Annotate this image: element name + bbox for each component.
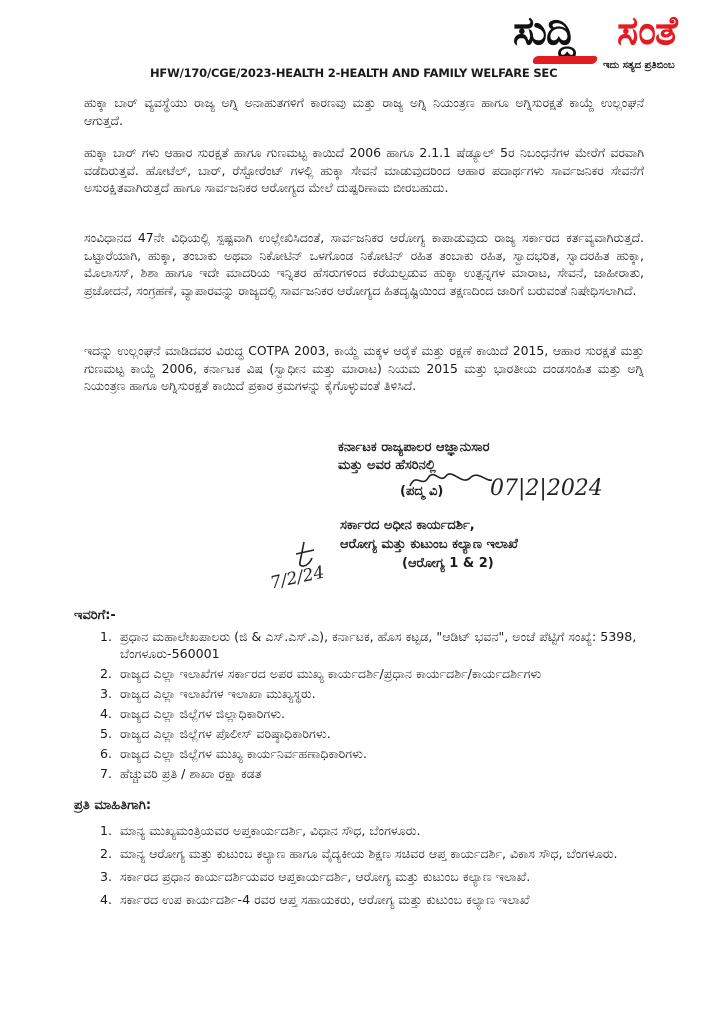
- list-item-number: 2.: [100, 846, 113, 861]
- list-item-text: ರಾಜ್ಯದ ಎಲ್ಲಾ ಜಿಲ್ಲೆಗಳ ಮುಖ್ಯ ಕಾರ್ಯನಿರ್ವಹಣಾಧಿಕಾರಿಗಳು.: [120, 746, 367, 761]
- list-item-text: ಪ್ರಧಾನ ಮಹಾಲೇಖಪಾಲರು (ಜಿ & ಎಸ್.ಎಸ್.ಎ), ಕರ್ನಾಟಕ, ಹೊಸ ಕಟ್ಟಡ, "ಆಡಿಟ್ ಭವನ", ಅಂಚೆ ಪೆಟ್ಟಿಗೆ ಸಂಖ್ಯೆ: 5398, ಬೆಂಗಳೂರು-560001: [120, 629, 637, 661]
- list-item-text: ಮಾನ್ಯ ಮುಖ್ಯಮಂತ್ರಿಯವರ ಅಪ್ತಕಾರ್ಯದರ್ಶಿ, ವಿಧಾನ ಸೌಧ, ಬೆಂಗಳೂರು.: [120, 823, 421, 838]
- body-paragraph-2: ಹುಕ್ಕಾ ಬಾರ್ ಗಳು ಆಹಾರ ಸುರಕ್ಷತೆ ಹಾಗೂ ಗುಣಮಟ್ಟ ಕಾಯಿದೆ 2006 ಹಾಗೂ 2.1.1 ಷೆಡ್ಯೂಲ್ 5ರ ನಿಬಂಧನೆಗಳ ಮೇರೆಗೆ ವರವಾಗಿ ವಡೆದಿರುತ್ತವೆ. ಹೋಟೆಲ್, ಬಾರ್, ರೆಸ್ಟೋರೆಂಟ್ ಗಳಲ್ಲಿ ಹುಕ್ಕಾ ಸೇವನೆ ಮಾಡುವುದರಿಂದ ಆಹಾರ ಪದಾರ್ಥಗಳು ಸಾರ್ವಜನಿಕರ ಸೇವನೆಗೆ ಅಸುರಕ್ಷಿತವಾಗಿರುತ್ತದೆ ಹಾಗೂ ಸಾರ್ವಜನಿಕರ ಆರೋಗ್ಯದ ಮೇಲೆ ದುಷ್ಪರಿಣಾಮ ಬೀರಬಹುದು.: [84, 145, 644, 195]
- list-item-number: 4.: [100, 706, 113, 721]
- document-reference: HFW/170/CGE/2023-HEALTH 2-HEALTH AND FAMILY WELFARE SEC: [150, 66, 558, 80]
- signature-date: 07|2|2024: [490, 476, 603, 501]
- list-item: [100, 628, 640, 662]
- body-paragraph-3: ಸಂವಿಧಾನದ 47ನೇ ವಿಧಿಯಲ್ಲಿ ಸ್ಪಷ್ಟವಾಗಿ ಉಲ್ಲೇಖಿಸಿದಂತೆ, ಸಾರ್ವಜನಿಕರ ಆರೋಗ್ಯ ಕಾಪಾಡುವುದು ರಾಜ್ಯ ಸರ್ಕಾರದ ಕರ್ತವ್ಯವಾಗಿರುತ್ತದೆ. ಒಟ್ಟಾರೆಯಾಗಿ, ಹುಕ್ಕಾ, ತಂಬಾಕು ಅಥವಾ ನಿಕೋಟಿನ್ ಒಳಗೊಂಡ ನಿಕೋಟಿನ್ ರಹಿತ ತಂಬಾಕು ರಹಿತ, ಸ್ವಾದಭರಿತ, ಸ್ವಾದರಹಿತ ಹುಕ್ಕಾ, ಮೊಲಾಸಸ್, ಶಿಶಾ ಹಾಗೂ ಇದೇ ಮಾದರಿಯ ಇನ್ನಿತರ ಹೆಸರುಗಳಿಂದ ಕರೆಯಲ್ಪಡುವ ಹುಕ್ಕಾ ಉತ್ಪನ್ನಗಳ ಮಾರಾಟ, ಸೇವನೆ, ಜಾಹೀರಾತು, ಪ್ರಚೋದನೆ, ಸಂಗ್ರಹಣೆ, ವ್ಯಾಪಾರವನ್ನು ರಾಜ್ಯದಲ್ಲಿ ಸಾರ್ವಜನಿಕರ ಆರೋಗ್ಯದ ಹಿತದೃಷ್ಟಿಯಿಂದ ತಕ್ಷಣದಿಂದ ಜಾರಿಗೆ ಬರುವಂತೆ ನಿಷೇಧಿಸಲಾಗಿದೆ.: [84, 230, 645, 298]
- list-item-text: ರಾಜ್ಯದ ಎಲ್ಲಾ ಇಲಾಖೆಗಳ ಇಲಾಖಾ ಮುಖ್ಯಸ್ಥರು.: [120, 686, 316, 701]
- to-section-title: ಇವರಿಗೆ:-: [74, 608, 116, 623]
- list-item-number: 3.: [100, 869, 113, 884]
- list-item-text: ರಾಜ್ಯದ ಎಲ್ಲಾ ಜಿಲ್ಲೆಗಳ ಪೊಲೀಸ್ ವರಿಷ್ಠಾಧಿಕಾರಿಗಳು.: [120, 726, 331, 741]
- designation-line-1: ಸರ್ಕಾರದ ಅಧೀನ ಕಾರ್ಯದರ್ಶಿ,: [340, 518, 475, 533]
- list-item-number: 1.: [100, 629, 113, 644]
- list-item-text: ಮಾನ್ಯ ಆರೋಗ್ಯ ಮತ್ತು ಕುಟುಂಬ ಕಲ್ಯಾಣ ಹಾಗೂ ವೈದ್ಯಕೀಯ ಶಿಕ್ಷಣ ಸಚಿವರ ಆಪ್ತ ಕಾರ್ಯದರ್ಶಿ, ವಿಕಾಸ ಸೌಧ, ಬೆಂಗಳೂರು.: [120, 846, 618, 861]
- list-item: [100, 665, 640, 682]
- logo-word-1: ಸುದ್ದಿ: [513, 8, 575, 54]
- list-item: [100, 705, 640, 722]
- initial-date: 7/2/24: [268, 562, 327, 594]
- list-item-number: 7.: [100, 766, 113, 781]
- cc-section-title: ಪ್ರತಿ ಮಾಹಿತಿಗಾಗಿ:: [74, 798, 152, 813]
- body-paragraph-1: ಹುಕ್ಕಾ ಬಾರ್ ವ್ಯವಸ್ಥೆಯು ರಾಜ್ಯ ಅಗ್ನಿ ಅನಾಹುತಗಳಿಗೆ ಕಾರಣವು ಮತ್ತು ರಾಜ್ಯ ಅಗ್ನಿ ನಿಯಂತ್ರಣ ಹಾಗೂ ಅಗ್ನಿಸುರಕ್ಷತೆ ಕಾಯ್ದೆ ಉಲ್ಲಂಘನೆ ಆಗುತ್ತದೆ.: [84, 95, 644, 128]
- list-item-text: ರಾಜ್ಯದ ಎಲ್ಲಾ ಜಿಲ್ಲೆಗಳ ಜಿಲ್ಲಾಧಿಕಾರಿಗಳು.: [120, 706, 286, 721]
- order-line-1: ಕರ್ನಾಟಕ ರಾಜ್ಯಪಾಲರ ಆಜ್ಞಾನುಸಾರ: [338, 440, 490, 455]
- signature-block: [400, 474, 630, 514]
- list-item: [100, 891, 640, 908]
- list-item: [100, 868, 640, 885]
- order-line-2: ಮತ್ತು ಅವರ ಹೆಸರಿನಲ್ಲಿ: [338, 458, 436, 473]
- list-item: [100, 685, 640, 702]
- list-item: [100, 765, 640, 782]
- designation-line-3: (ಆರೋಗ್ಯ 1 & 2): [402, 556, 494, 571]
- cc-list: [100, 822, 640, 914]
- logo-tagline: ಇದು ಸತ್ಯದ ಪ್ರತಿಬಿಂಬ: [603, 60, 675, 71]
- list-item-text: ರಾಜ್ಯದ ಎಲ್ಲಾ ಇಲಾಖೆಗಳ ಸರ್ಕಾರದ ಅಪರ ಮುಖ್ಯ ಕಾರ್ಯದರ್ಶಿ/ಪ್ರಧಾನ ಕಾರ್ಯದರ್ಶಿ/ಕಾರ್ಯದರ್ಶಿಗಳು: [120, 666, 542, 681]
- list-item-number: 6.: [100, 746, 113, 761]
- list-item: [100, 745, 640, 762]
- list-item-number: 2.: [100, 666, 113, 681]
- signatory-name: (ಪದ್ಮ ವಿ): [400, 484, 444, 499]
- list-item-text: ಹೆಚ್ಚುವರಿ ಪ್ರತಿ / ಶಾಖಾ ರಕ್ಷಾ ಕಡತ: [120, 766, 262, 781]
- body-paragraph-4: ಇದನ್ನು ಉಲ್ಲಂಘನೆ ಮಾಡಿದವರ ವಿರುದ್ಧ COTPA 2003, ಕಾಯ್ದೆ ಮಕ್ಕಳ ಆರೈಕೆ ಮತ್ತು ರಕ್ಷಣೆ ಕಾಯಿದೆ 2015, ಆಹಾರ ಸುರಕ್ಷತೆ ಮತ್ತು ಗುಣಮಟ್ಟ ಕಾಯ್ದೆ 2006, ಕರ್ನಾಟಕ ವಿಷ (ಸ್ವಾಧೀನ ಮತ್ತು ಮಾರಾಟ) ನಿಯಮ 2015 ಮತ್ತು ಭಾರತೀಯ ದಂಡಸಂಹಿತ ಮತ್ತು ಅಗ್ನಿ ನಿಯಂತ್ರಣ ಹಾಗೂ ಅಗ್ನಿಸುರಕ್ಷತೆ ಕಾಯಿದೆ ಪ್ರಕಾರ ಕ್ರಮಗಳನ್ನು ಕೈಗೊಳ್ಳುವಂತೆ ತಿಳಿಸಿದೆ.: [84, 343, 644, 393]
- list-item-number: 5.: [100, 726, 113, 741]
- list-item: [100, 822, 640, 839]
- list-item-number: 3.: [100, 686, 113, 701]
- list-item: [100, 725, 640, 742]
- list-item-number: 4.: [100, 892, 113, 907]
- logo-word-2: ಸಂತೆ: [617, 8, 677, 54]
- list-item-number: 1.: [100, 823, 113, 838]
- to-list: [100, 628, 640, 785]
- list-item-text: ಸರ್ಕಾರದ ಪ್ರಧಾನ ಕಾರ್ಯದರ್ಶಿಯವರ ಆಪ್ತಕಾರ್ಯದರ್ಶಿ, ಆರೋಗ್ಯ ಮತ್ತು ಕುಟುಂಬ ಕಲ್ಯಾಣ ಇಲಾಖೆ.: [120, 869, 531, 884]
- designation-line-2: ಆರೋಗ್ಯ ಮತ್ತು ಕುಟುಂಬ ಕಲ್ಯಾಣ ಇಲಾಖೆ: [340, 537, 518, 552]
- list-item: [100, 845, 640, 862]
- list-item-text: ಸರ್ಕಾರದ ಉಪ ಕಾರ್ಯದರ್ಶಿ-4 ರವರ ಆಪ್ತ ಸಹಾಯಕರು, ಆರೋಗ್ಯ ಮತ್ತು ಕುಟುಂಬ ಕಲ್ಯಾಣ ಇಲಾಖೆ: [120, 892, 530, 907]
- logo-ribbon-icon: [532, 56, 599, 64]
